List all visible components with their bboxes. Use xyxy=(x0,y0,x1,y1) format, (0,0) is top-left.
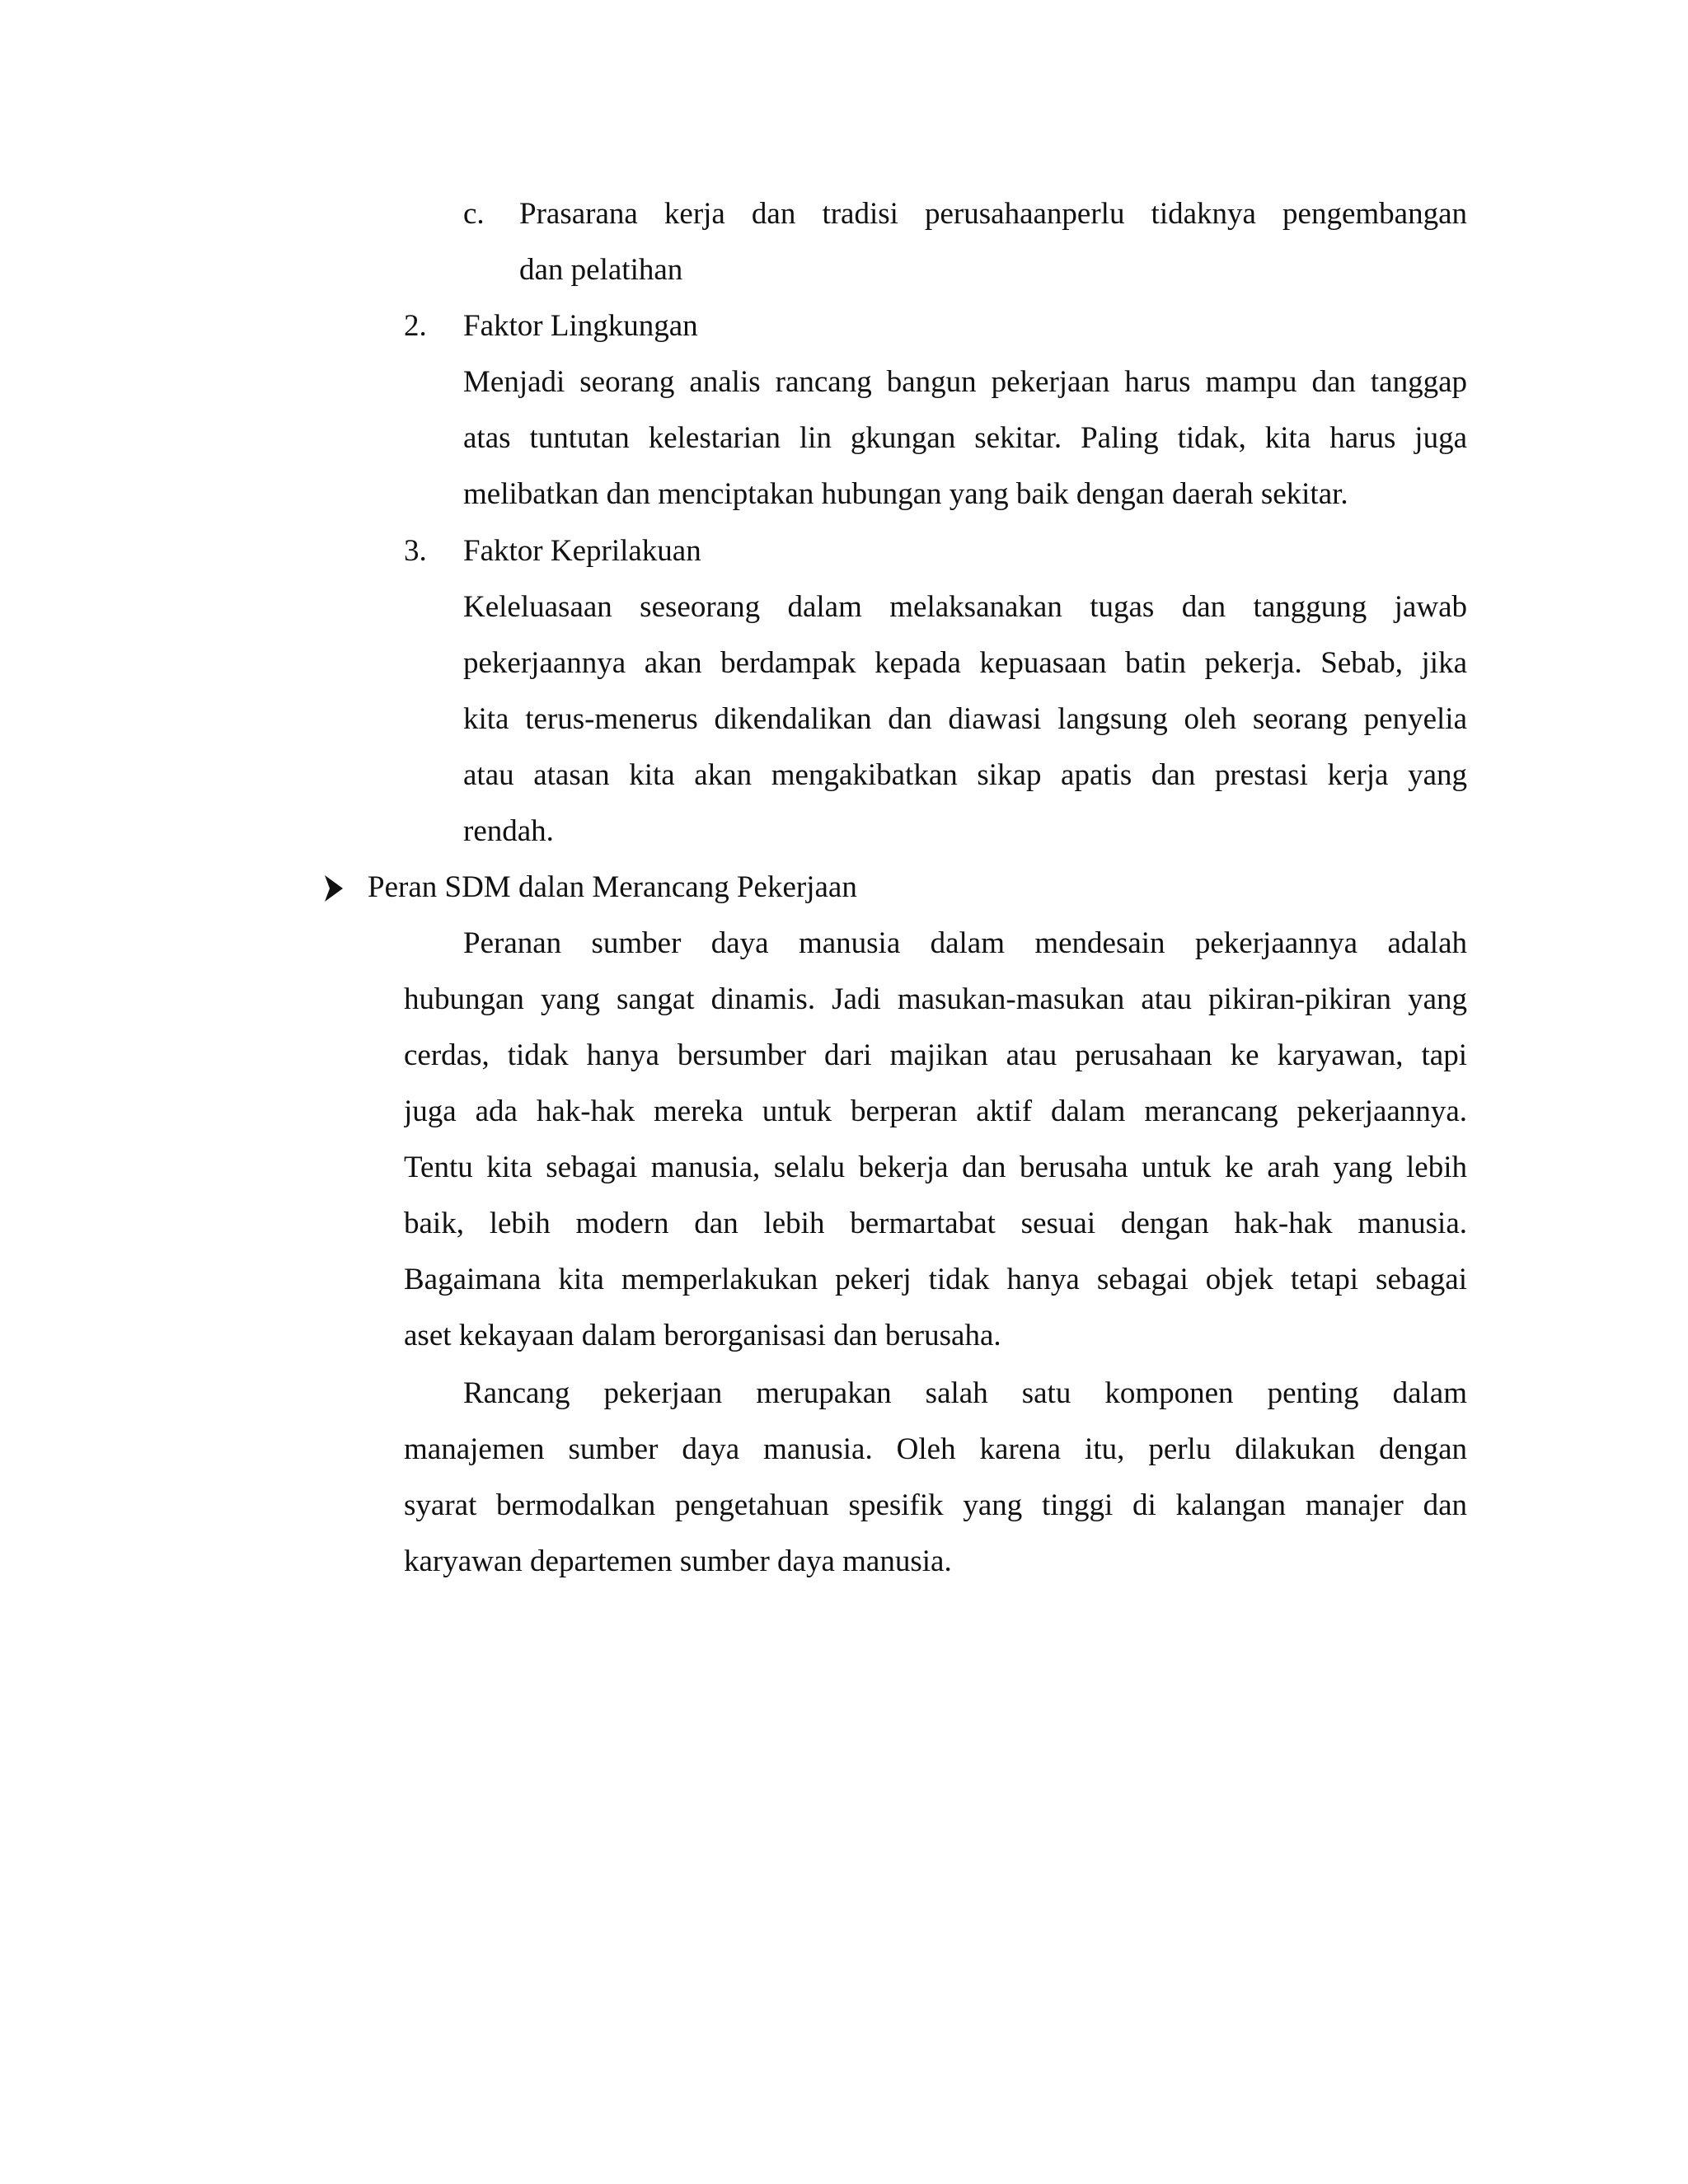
item-2-line-3: melibatkan dan menciptakan hubungan yang baik dengan daerah sekitar. xyxy=(463,477,1348,511)
section-heading: Peran SDM dalan Merancang Pekerjaan xyxy=(368,870,857,904)
list-marker-c: c. xyxy=(463,197,485,231)
paragraph-1-line-5: Tentu kita sebagai manusia, selalu bekerja dan berusaha untuk ke arah yang lebih xyxy=(404,1151,1467,1184)
item-3-line-4: atau atasan kita akan mengakibatkan sikap apatis dan prestasi kerja yang xyxy=(463,758,1467,792)
item-3-line-2: pekerjaannya akan berdampak kepada kepuasaan batin pekerja. Sebab, jika xyxy=(463,646,1467,680)
paragraph-1-line-2: hubungan yang sangat dinamis. Jadi masukan-masukan atau pikiran-pikiran yang xyxy=(404,982,1467,1016)
paragraph-2-line-2: manajemen sumber daya manusia. Oleh karena itu, perlu dilakukan dengan xyxy=(404,1432,1467,1466)
paragraph-1-line-4: juga ada hak-hak mereka untuk berperan aktif dalam merancang pekerjaannya. xyxy=(404,1094,1467,1128)
paragraph-1-line-7: Bagaimana kita memperlakukan pekerj tidak hanya sebagai objek tetapi sebagai xyxy=(404,1263,1467,1296)
item-3-line-3: kita terus-menerus dikendalikan dan diawasi langsung oleh seorang penyelia xyxy=(463,702,1467,736)
paragraph-1-line-8: aset kekayaan dalam berorganisasi dan berusaha. xyxy=(404,1319,1001,1352)
paragraph-1-line-1: Peranan sumber daya manusia dalam mendesain pekerjaannya adalah xyxy=(463,926,1467,960)
item-2-line-2: atas tuntutan kelestarian lin gkungan sekitar. Paling tidak, kita harus juga xyxy=(463,421,1467,455)
paragraph-2-line-3: syarat bermodalkan pengetahuan spesifik yang tinggi di kalangan manajer dan xyxy=(404,1488,1467,1522)
item-2-heading: Faktor Lingkungan xyxy=(463,309,698,343)
list-marker-3: 3. xyxy=(404,534,427,568)
paragraph-1-line-6: baik, lebih modern dan lebih bermartabat sesuai dengan hak-hak manusia. xyxy=(404,1207,1467,1240)
paragraph-1-line-3: cerdas, tidak hanya bersumber dari majikan atau perusahaan ke karyawan, tapi xyxy=(404,1038,1467,1072)
item-2-line-1: Menjadi seorang analis rancang bangun pekerjaan harus mampu dan tanggap xyxy=(463,365,1467,399)
paragraph-2-line-1: Rancang pekerjaan merupakan salah satu komponen penting dalam xyxy=(463,1376,1467,1410)
item-3-heading: Faktor Keprilakuan xyxy=(463,534,701,568)
item-3-line-1: Keleluasaan seseorang dalam melaksanakan tugas dan tanggung jawab xyxy=(463,590,1467,624)
item-c-line-2: dan pelatihan xyxy=(519,253,683,287)
item-3-line-5: rendah. xyxy=(463,814,554,848)
paragraph-2-line-4: karyawan departemen sumber daya manusia. xyxy=(404,1544,952,1578)
item-c-line-1: Prasarana kerja dan tradisi perusahaanperlu tidaknya pengembangan xyxy=(519,197,1467,231)
list-marker-2: 2. xyxy=(404,309,427,343)
arrow-bullet-icon xyxy=(321,872,346,905)
